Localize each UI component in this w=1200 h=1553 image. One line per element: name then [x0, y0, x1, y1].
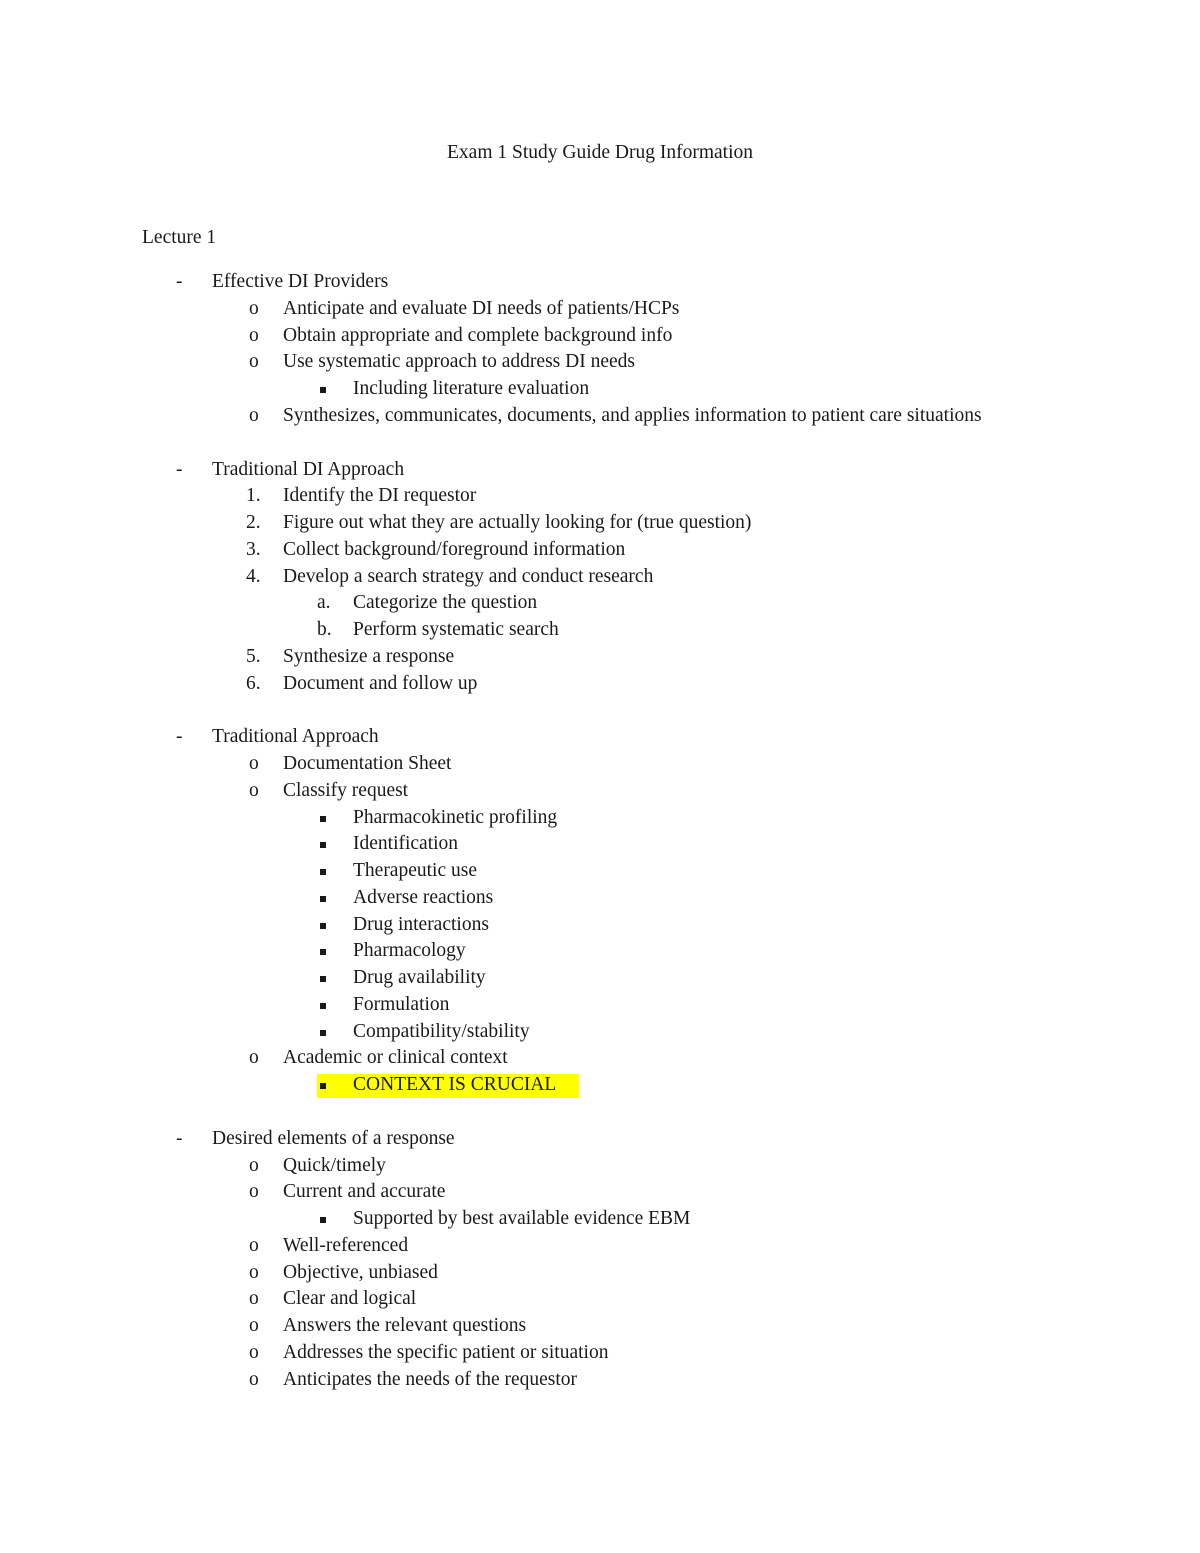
page-title: Exam 1 Study Guide Drug Information	[447, 142, 753, 163]
square-bullet-icon	[320, 842, 326, 848]
dash-bullet: -	[176, 1127, 183, 1149]
sub-list-item: Pharmacology	[353, 940, 466, 962]
circle-bullet: o	[249, 1368, 259, 1390]
circle-bullet: o	[249, 1315, 259, 1336]
dash-bullet: -	[176, 726, 183, 748]
section-title: Traditional DI Approach	[212, 458, 405, 480]
lettered-step: Perform systematic search	[353, 619, 559, 640]
square-bullet-icon	[320, 1083, 326, 1089]
sub-list-item: Identification	[353, 833, 459, 855]
list-item: Current and accurate	[283, 1181, 446, 1203]
circle-bullet: o	[249, 1341, 259, 1363]
list-item: Anticipates the needs of the requestor	[283, 1368, 578, 1390]
section-title: Effective DI Providers	[212, 271, 389, 292]
list-item: Objective, unbiased	[283, 1261, 438, 1283]
square-bullet-icon	[320, 816, 326, 822]
step-number: 3.	[246, 538, 261, 560]
step-letter: b.	[317, 619, 332, 640]
lecture-heading: Lecture 1	[142, 227, 217, 248]
numbered-step: Develop a search strategy and conduct research	[283, 565, 654, 587]
square-bullet-icon	[320, 1217, 326, 1223]
circle-bullet: o	[249, 404, 259, 426]
circle-bullet: o	[249, 1154, 259, 1176]
dash-bullet: -	[176, 271, 183, 292]
circle-bullet: o	[249, 297, 259, 319]
sub-list-item: Pharmacokinetic profiling	[353, 806, 558, 828]
step-number: 4.	[246, 565, 261, 587]
numbered-step: Synthesize a response	[283, 645, 455, 667]
list-item: Obtain appropriate and complete background info	[283, 324, 673, 346]
list-item: Use systematic approach to address DI needs	[283, 351, 635, 373]
lettered-step: Categorize the question	[353, 592, 538, 614]
list-item: Documentation Sheet	[283, 753, 452, 774]
sub-list-item: Therapeutic use	[353, 860, 477, 881]
step-letter: a.	[317, 592, 331, 614]
circle-bullet: o	[249, 1288, 259, 1310]
list-item: Answers the relevant questions	[283, 1315, 527, 1336]
circle-bullet: o	[249, 753, 259, 774]
square-bullet-icon	[320, 1030, 326, 1036]
square-bullet-icon	[320, 1003, 326, 1009]
circle-bullet: o	[249, 324, 259, 346]
list-item: Clear and logical	[283, 1288, 417, 1310]
circle-bullet: o	[249, 351, 259, 373]
square-bullet-icon	[320, 949, 326, 955]
circle-bullet: o	[249, 1181, 259, 1203]
list-item: Classify request	[283, 779, 409, 801]
list-item: Quick/timely	[283, 1154, 386, 1176]
numbered-step: Collect background/foreground information	[283, 538, 626, 560]
highlighted-item: CONTEXT IS CRUCIAL	[353, 1074, 557, 1095]
step-number: 2.	[246, 512, 261, 533]
numbered-step: Figure out what they are actually looking for (true question)	[283, 512, 752, 533]
circle-bullet: o	[249, 1234, 259, 1256]
list-item: Synthesizes, communicates, documents, and applies information to patient care situations	[283, 404, 982, 426]
list-item: Anticipate and evaluate DI needs of patients/HCPs	[283, 297, 680, 319]
list-item: Addresses the specific patient or situation	[283, 1341, 609, 1363]
sub-list-item: Drug availability	[353, 967, 486, 988]
square-bullet-icon	[320, 869, 326, 875]
circle-bullet: o	[249, 779, 259, 801]
sub-list-item: Adverse reactions	[353, 886, 494, 908]
list-item: Academic or clinical context	[283, 1047, 508, 1069]
step-number: 5.	[246, 645, 261, 667]
sub-list-item: Formulation	[353, 993, 450, 1015]
sub-list-item: Drug interactions	[353, 913, 489, 935]
numbered-step: Identify the DI requestor	[283, 485, 477, 507]
circle-bullet: o	[249, 1047, 259, 1069]
square-bullet-icon	[320, 976, 326, 982]
sub-list-item: Supported by best available evidence EBM	[353, 1208, 691, 1229]
sub-list-item: Compatibility/stability	[353, 1020, 530, 1042]
step-number: 6.	[246, 672, 261, 694]
dash-bullet: -	[176, 458, 183, 480]
section-title: Traditional Approach	[212, 726, 379, 748]
section-title: Desired elements of a response	[212, 1127, 455, 1149]
square-bullet-icon	[320, 923, 326, 929]
numbered-step: Document and follow up	[283, 672, 478, 694]
circle-bullet: o	[249, 1261, 259, 1283]
square-bullet-icon	[320, 896, 326, 902]
list-item: Well-referenced	[283, 1234, 409, 1256]
sub-list-item: Including literature evaluation	[353, 378, 590, 399]
step-number: 1.	[246, 485, 261, 507]
square-bullet-icon	[320, 387, 326, 393]
